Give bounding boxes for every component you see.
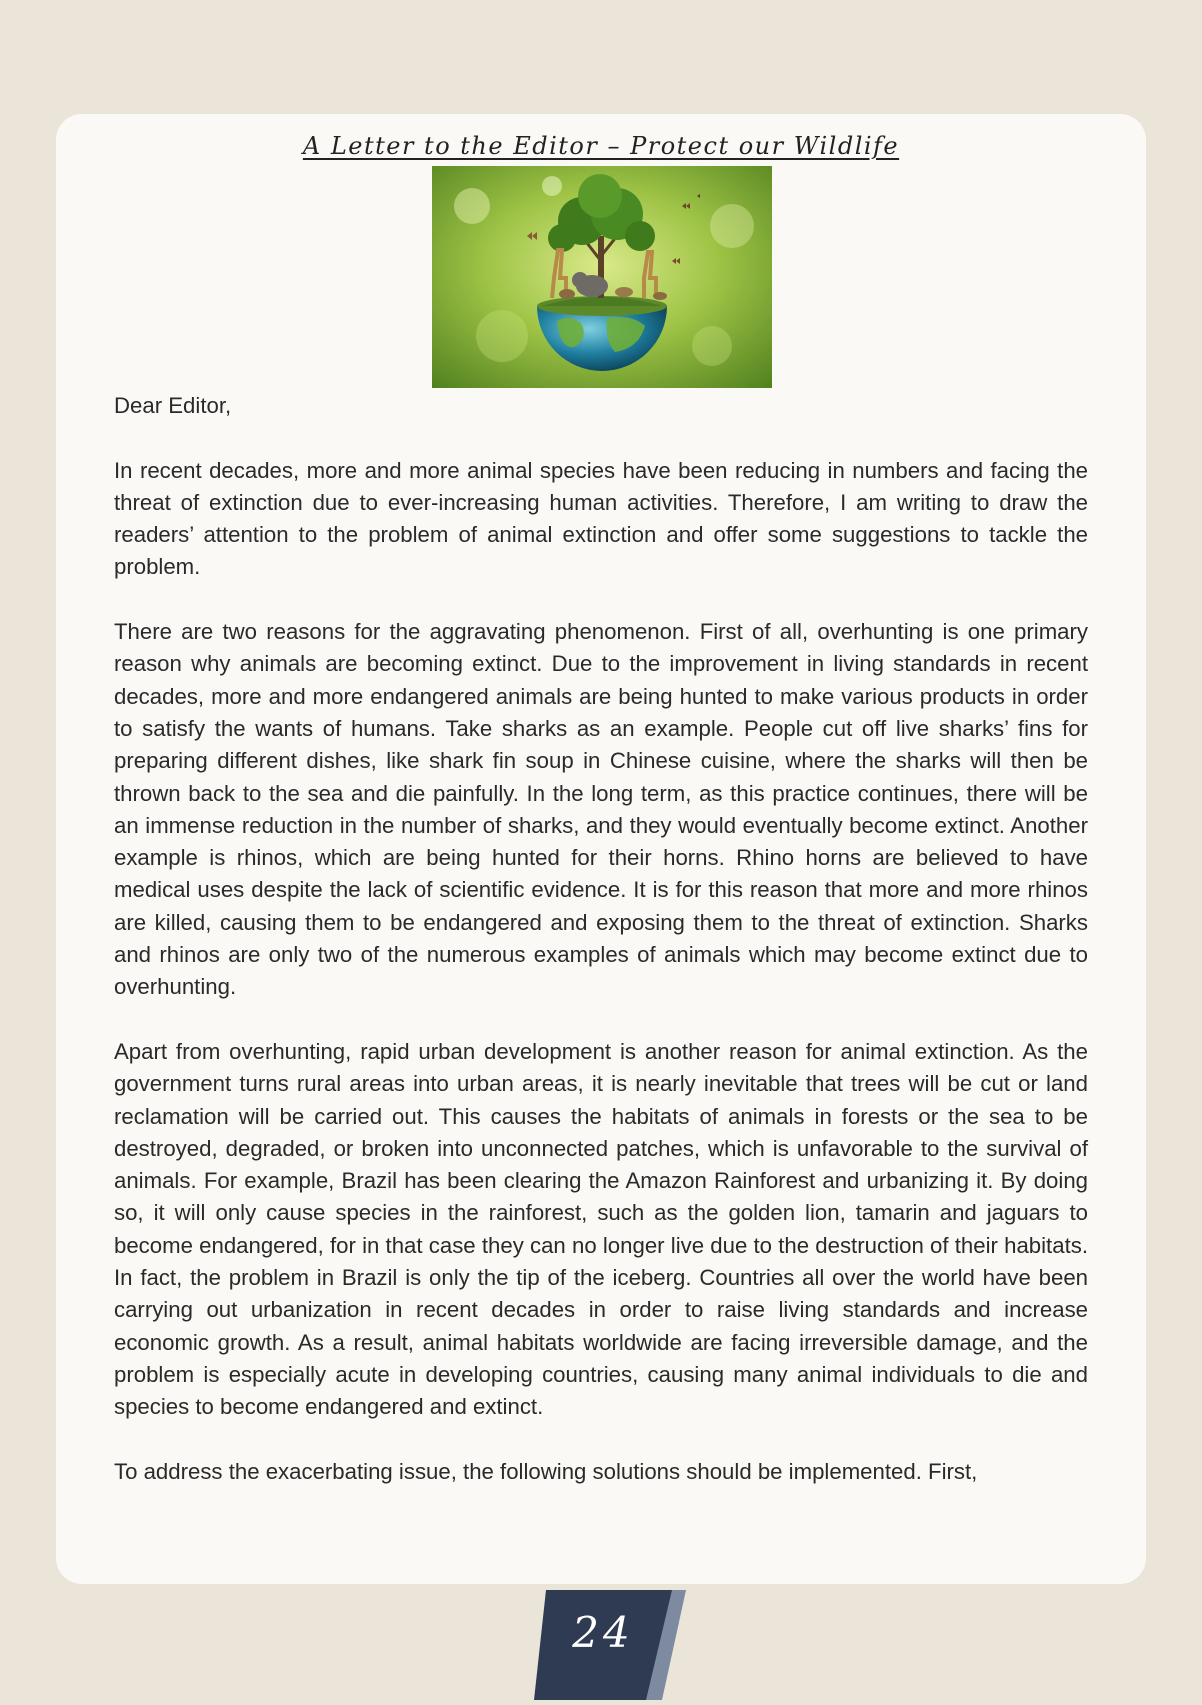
wildlife-globe-illustration: [432, 166, 772, 388]
paragraph-4: To address the exacerbating issue, the following solutions should be implemented. First,: [114, 1458, 978, 1484]
letter-title: A Letter to the Editor – Protect our Wildlife: [302, 132, 900, 160]
page-number: 24: [572, 1608, 634, 1657]
paragraph-3: Apart from overhunting, rapid urban development is another reason for animal extinction. As the government turns rural areas into urban areas, it is nearly inevitable that trees will be cut or land reclamation will be carried out. This causes the habitats of animals in forests or the sea to be destroyed, degraded, or broken into unconnected patches, which is unfavorable to the survival of animals. For example, Brazil has been clearing the Amazon Rainforest and urbanizing it. By doing so, it will only cause species in the rainforest, such as the golden lion, tamarin and jaguars to become endangered, for in that case they can no longer live due to the destruction of their habitats. In fact, the problem in Brazil is only the tip of the iceberg. Countries all over the world have been carrying out urbanization in recent decades in order to raise living standards and increase economic growth. As a result, animal habitats worldwide are facing irreversible damage, and the problem is especially acute in developing countries, causing many animal individuals to die and species to become endangered and extinct.: [114, 1038, 1088, 1420]
page-number-tab: [534, 1590, 686, 1700]
letter-card: [56, 114, 1146, 1584]
paragraph-1: In recent decades, more and more animal species have been reducing in numbers and facing the threat of extinction due to ever-increasing human activities. Therefore, I am writing to draw the readers’ attention to the problem of animal extinction and offer some suggestions to tackle the problem.: [114, 457, 1088, 580]
salutation: Dear Editor,: [114, 393, 232, 418]
paragraph-2: There are two reasons for the aggravating phenomenon. First of all, overhunting is one primary reason why animals are becoming extinct. Due to the improvement in living standards in recent decades, more and more endangered animals are being hunted to make various products in order to satisfy the wants of humans. Take sharks as an example. People cut off live sharks’ fins for preparing different dishes, like shark fin soup in Chinese cuisine, where the sharks will then be thrown back to the sea and die painfully. In the long term, as this practice continues, there will be an immense reduction in the number of sharks, and they would eventually become extinct. Another example is rhinos, which are being hunted for their horns. Rhino horns are believed to have medical uses despite the lack of scientific evidence. It is for this reason that more and more rhinos are killed, causing them to be endangered and exposing them to the threat of extinction. Sharks and rhinos are only two of the numerous examples of animals which may become extinct due to overhunting.: [114, 619, 1088, 1000]
letter-body: [114, 390, 1088, 1520]
